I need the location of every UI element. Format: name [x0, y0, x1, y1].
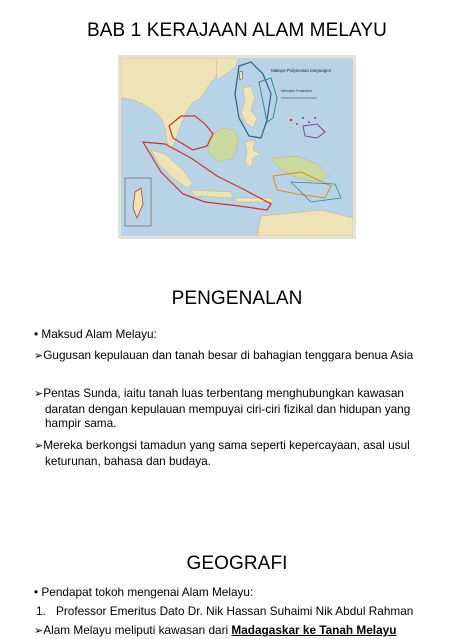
arrow-text: Gugusan kepulauan dan tanah besar di bahagian tenggara benua Asia [43, 348, 414, 362]
map-taiwan [239, 71, 243, 80]
bullet-marker: • [34, 327, 39, 341]
slide-2 [0, 262, 474, 518]
slide-3-title: GEOGRAFI [186, 553, 288, 574]
arrow-text-continued: keturunan, bahasa dan budaya. [45, 453, 211, 468]
arrow-text-continued: daratan dengan kepulauan mempuyai ciri-ciri fizikal dan hidupan yang [45, 401, 411, 416]
map-projection-label: Mercator Projection [281, 89, 313, 93]
arrow-text-bold: Madagaskar ke Tanah Melayu [231, 623, 397, 637]
slide-3 [0, 518, 474, 637]
arrow-marker: ➢ [34, 350, 44, 362]
map-island-dot [302, 117, 304, 119]
numbered-item [36, 604, 413, 619]
slide-2-title: PENGENALAN [171, 288, 303, 309]
map-island-dot [308, 121, 310, 123]
map-island-dot [290, 119, 292, 121]
arrow-marker: ➢ [34, 388, 44, 400]
map-island-dot [314, 117, 316, 119]
arrow-point-2 [34, 386, 444, 431]
arrow-point-3 [34, 438, 444, 468]
bullet-marker: • [34, 585, 39, 599]
map-figure [118, 55, 356, 239]
slide-1 [0, 0, 474, 262]
bullet-text: Maksud Alam Melayu: [41, 327, 157, 341]
arrow-marker: ➢ [34, 625, 44, 637]
bullet-text: Pendapat tokoh mengenai Alam Melayu: [41, 585, 254, 599]
numbered-marker: 1. [36, 604, 46, 618]
arrow-point-1 [34, 348, 444, 364]
arrow-marker: ➢ [34, 440, 44, 452]
arrow-text-continued: hampir sama. [45, 416, 117, 430]
bullet-item [34, 327, 157, 342]
arrow-point-last [34, 623, 444, 639]
bullet-item [34, 585, 253, 600]
slide-1-title: BAB 1 KERAJAAN ALAM MELAYU [86, 20, 388, 41]
numbered-text: Professor Emeritus Dato Dr. Nik Hassan Suhaimi Nik Abdul Rahman [56, 604, 414, 618]
map-island-dot [296, 123, 298, 125]
map-caption: Malayo-Polynesian languages [271, 68, 332, 73]
arrow-text: Alam Melayu meliputi kawasan dari [43, 623, 232, 637]
arrow-text: Mereka berkongsi tamadun yang sama seperti kepercayaan, asal usul [43, 438, 410, 452]
malayo-polynesian-map [121, 58, 353, 236]
arrow-text: Pentas Sunda, iaitu tanah luas terbentang menghubungkan kawasan [43, 386, 404, 400]
